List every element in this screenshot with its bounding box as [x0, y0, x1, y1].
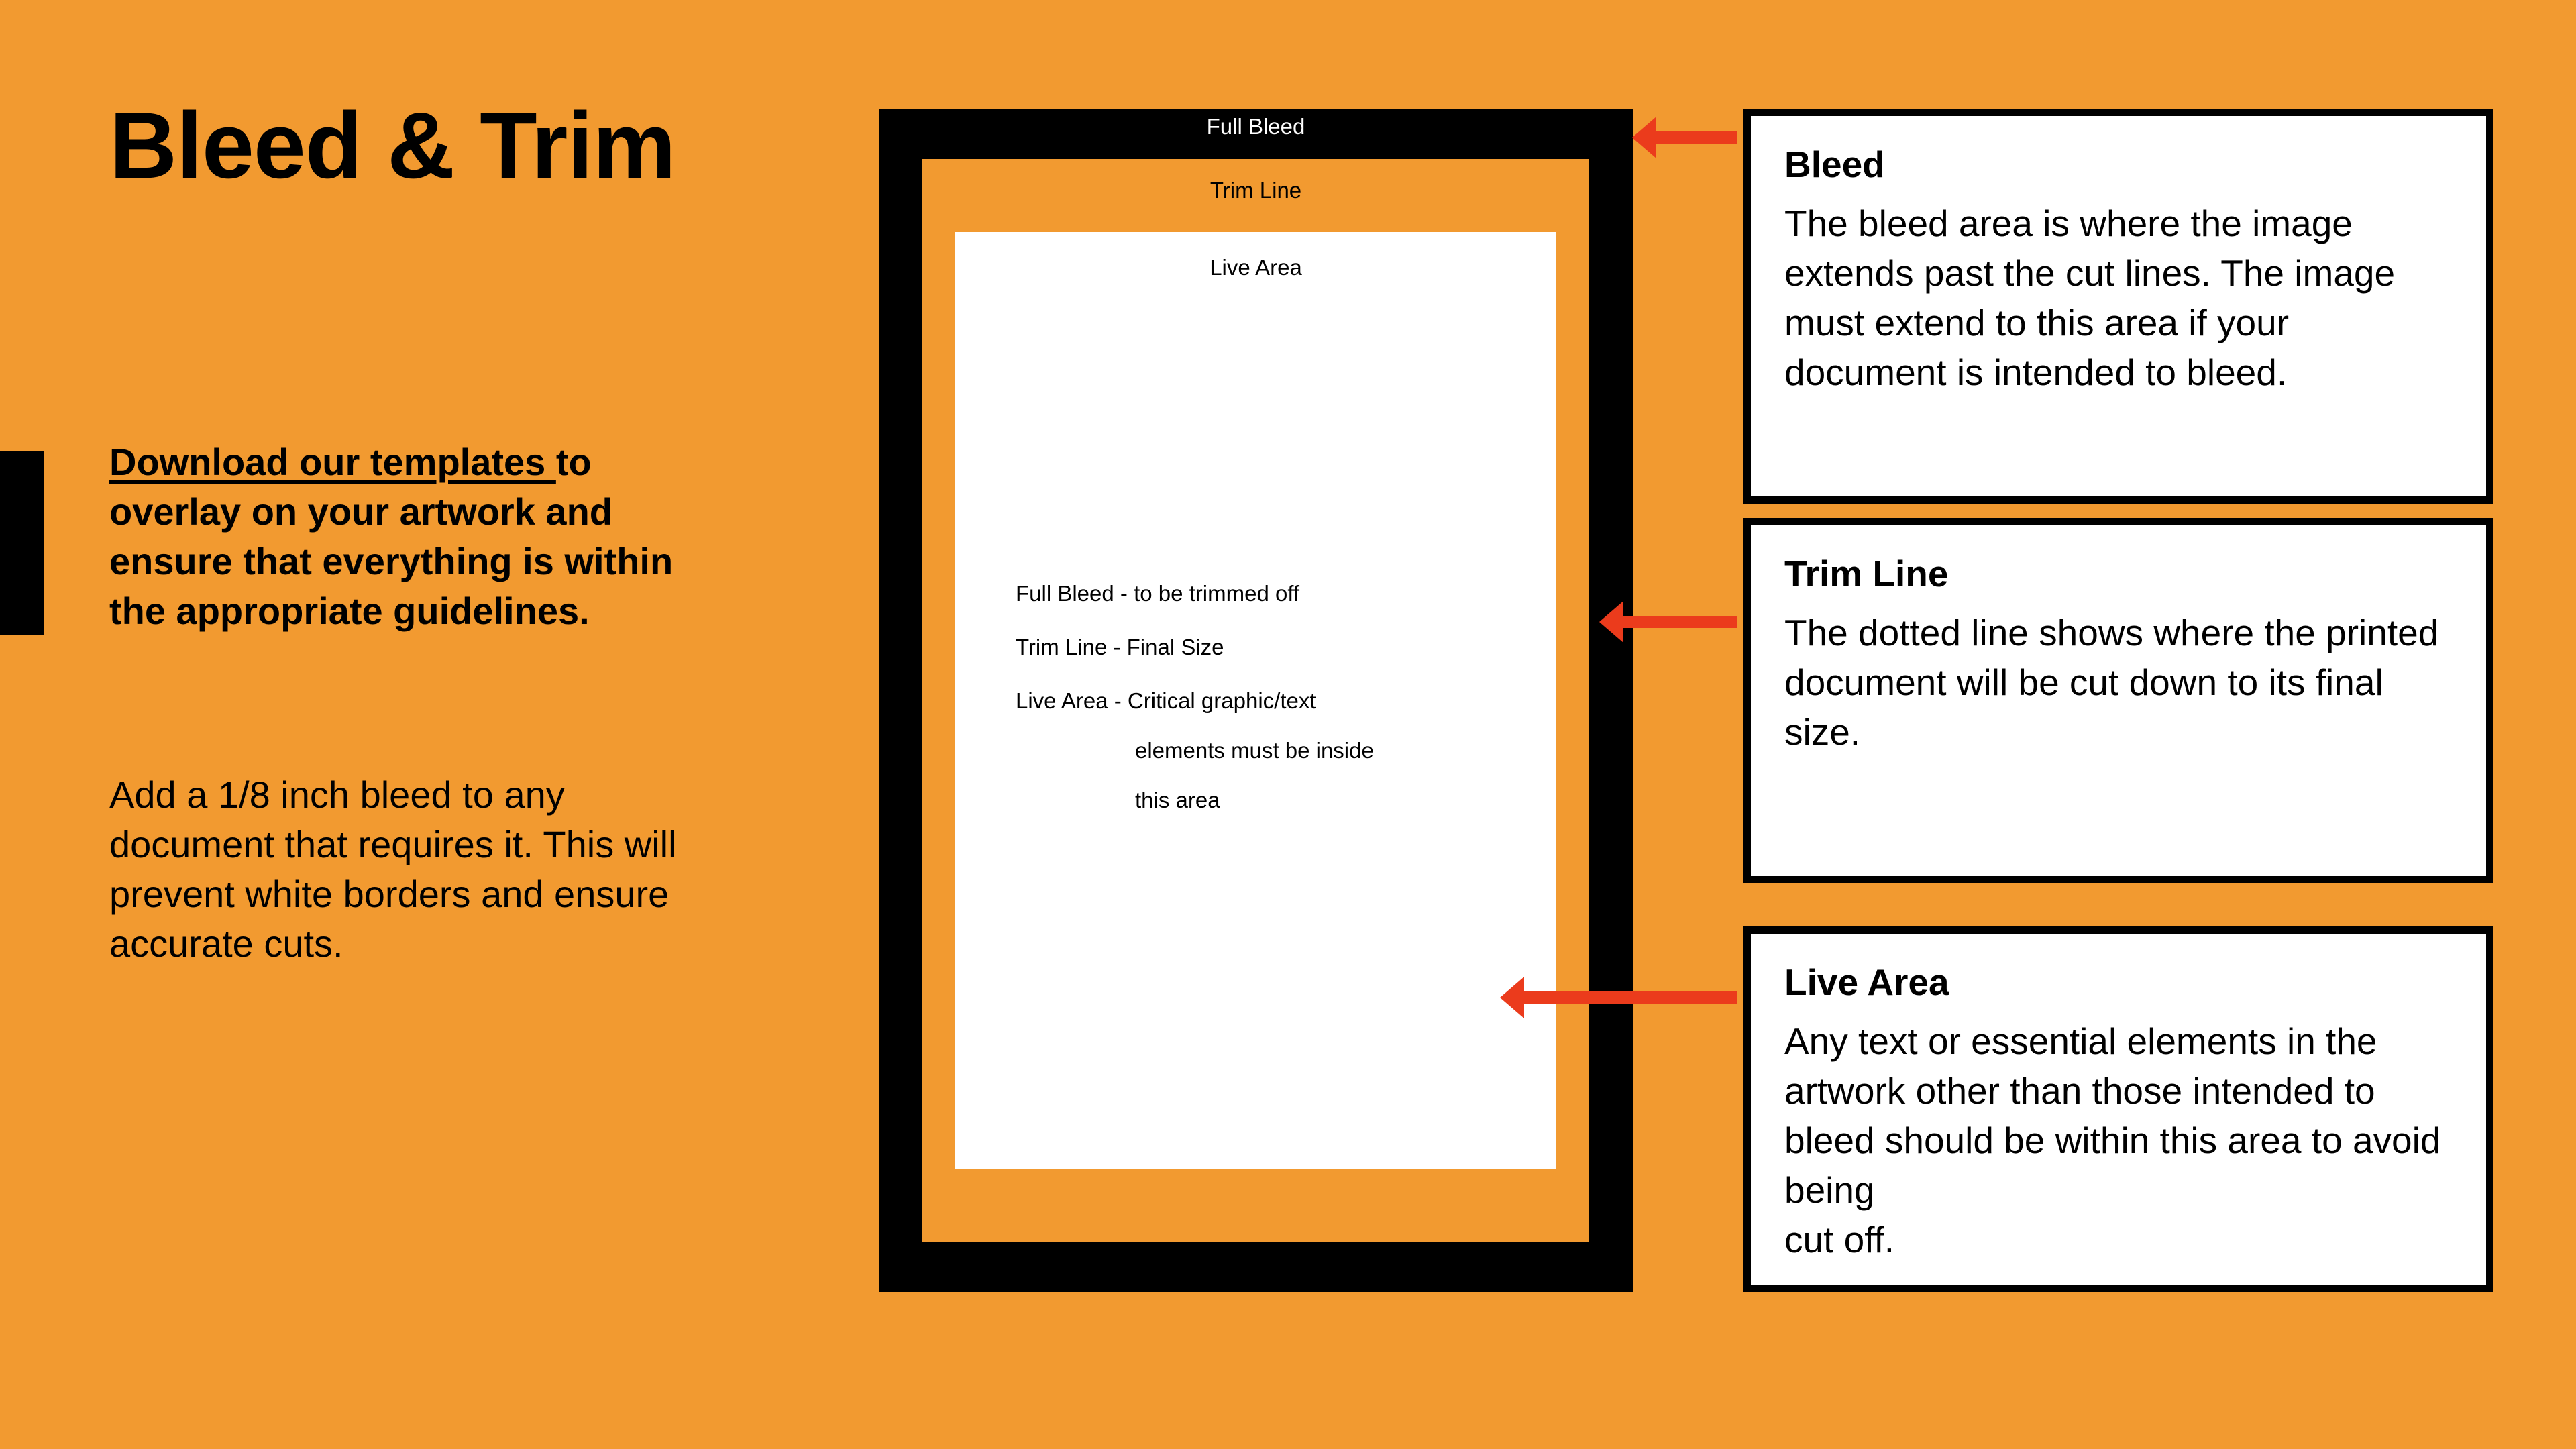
bleed-note: Add a 1/8 inch bleed to any document that requires it. This will prevent white borders and ensure accurate cuts. — [109, 773, 677, 965]
download-note-text: to overlay on your artwork and ensure that everything is within the appropriate guidelines. — [109, 441, 674, 632]
live-area-heading: Live Area — [1784, 961, 1949, 1003]
live-area-description: Any text or essential elements in the artwork other than those intended to bleed should be within this area to avoid being — [1784, 1020, 2441, 1211]
legend-line-trim: Trim Line - Final Size — [1016, 635, 1224, 659]
diagram-legend — [1016, 580, 1499, 837]
arrow-left-icon — [1655, 131, 1737, 144]
bleed-heading: Bleed — [1784, 144, 1885, 185]
page-title: Bleed & Trim — [109, 93, 676, 198]
legend-line-full-bleed: Full Bleed - to be trimmed off — [1016, 581, 1300, 606]
trim-line-info-box — [1743, 518, 2493, 883]
live-area-info-box — [1743, 926, 2493, 1292]
arrow-left-icon — [1523, 991, 1737, 1004]
trim-line-heading: Trim Line — [1784, 553, 1949, 594]
live-area-label: Live Area — [1210, 255, 1302, 280]
legend-line-live: Live Area - Critical graphic/text — [1016, 688, 1316, 713]
trim-line-description: The dotted line shows where the printed document will be cut down to its final size. — [1784, 611, 2439, 753]
download-note — [109, 437, 727, 636]
download-templates-link[interactable]: Download our templates — [109, 441, 556, 483]
bleed-info-box — [1743, 109, 2493, 504]
live-area-description-tail: cut off. — [1784, 1218, 1895, 1260]
left-accent-bar — [0, 451, 44, 635]
full-bleed-label: Full Bleed — [1206, 114, 1305, 139]
legend-line-live-end: this area — [1135, 788, 1220, 812]
bleed-description: The bleed area is where the image extends past the cut lines. The image must extend to this area if your document is intended to bleed. — [1784, 202, 2396, 393]
trim-line-label: Trim Line — [1210, 178, 1302, 203]
arrow-left-icon — [1622, 616, 1737, 628]
legend-line-live-cont: elements must be inside — [1135, 738, 1374, 763]
